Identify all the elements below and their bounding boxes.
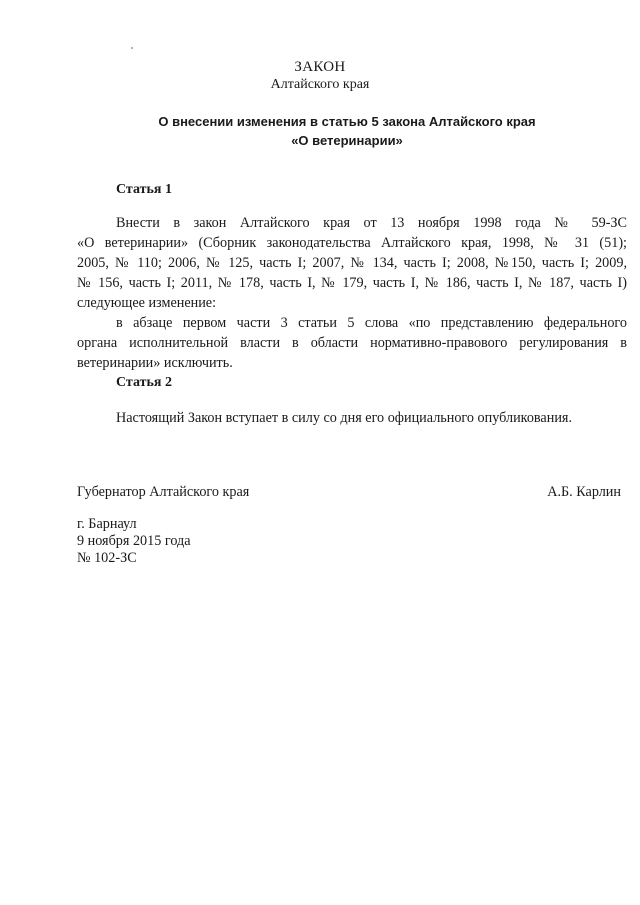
- article-1-line: Внести в закон Алтайского края от 13 ноября 1998 года № 59-ЗС: [116, 215, 627, 231]
- article-1-line: органа исполнительной власти в области нормативно-правового регулирования в: [77, 335, 627, 351]
- signatory-position: Губернатор Алтайского края: [77, 484, 250, 500]
- article-1-line: следующее изменение:: [77, 295, 217, 311]
- article-1-line: 2005, № 110; 2006, № 125, часть I; 2007, № 134, часть I; 2008, №150, часть I; 2009,: [77, 255, 627, 271]
- article-2-title: Статья 2: [116, 375, 172, 390]
- article-1-line: в абзаце первом части 3 статьи 5 слова «по представлению федерального: [116, 315, 627, 331]
- article-1-title: Статья 1: [116, 182, 172, 197]
- article-1-line: «О ветеринарии» (Сборник законодательства Алтайского края, 1998, № 31 (51);: [77, 235, 627, 251]
- law-type-title: ЗАКОН: [294, 59, 346, 75]
- signatory-name: А.Б. Карлин: [547, 484, 621, 500]
- article-1-line: № 156, часть I; 2011, № 178, часть I, № 179, часть I, № 186, часть I, № 187, часть I): [77, 275, 627, 291]
- issue-city: г. Барнаул: [77, 516, 137, 532]
- law-heading-line-1: О внесении изменения в статью 5 закона Алтайского края: [158, 114, 536, 129]
- scan-speck: [131, 47, 133, 49]
- law-heading-line-2: «О ветеринарии»: [291, 133, 403, 148]
- issue-date: 9 ноября 2015 года: [77, 533, 191, 549]
- article-2-text: Настоящий Закон вступает в силу со дня его официального опубликования.: [116, 410, 572, 426]
- law-number: № 102-ЗС: [77, 550, 137, 566]
- law-region: Алтайского края: [270, 77, 370, 92]
- article-1-line: ветеринарии» исключить.: [77, 355, 233, 371]
